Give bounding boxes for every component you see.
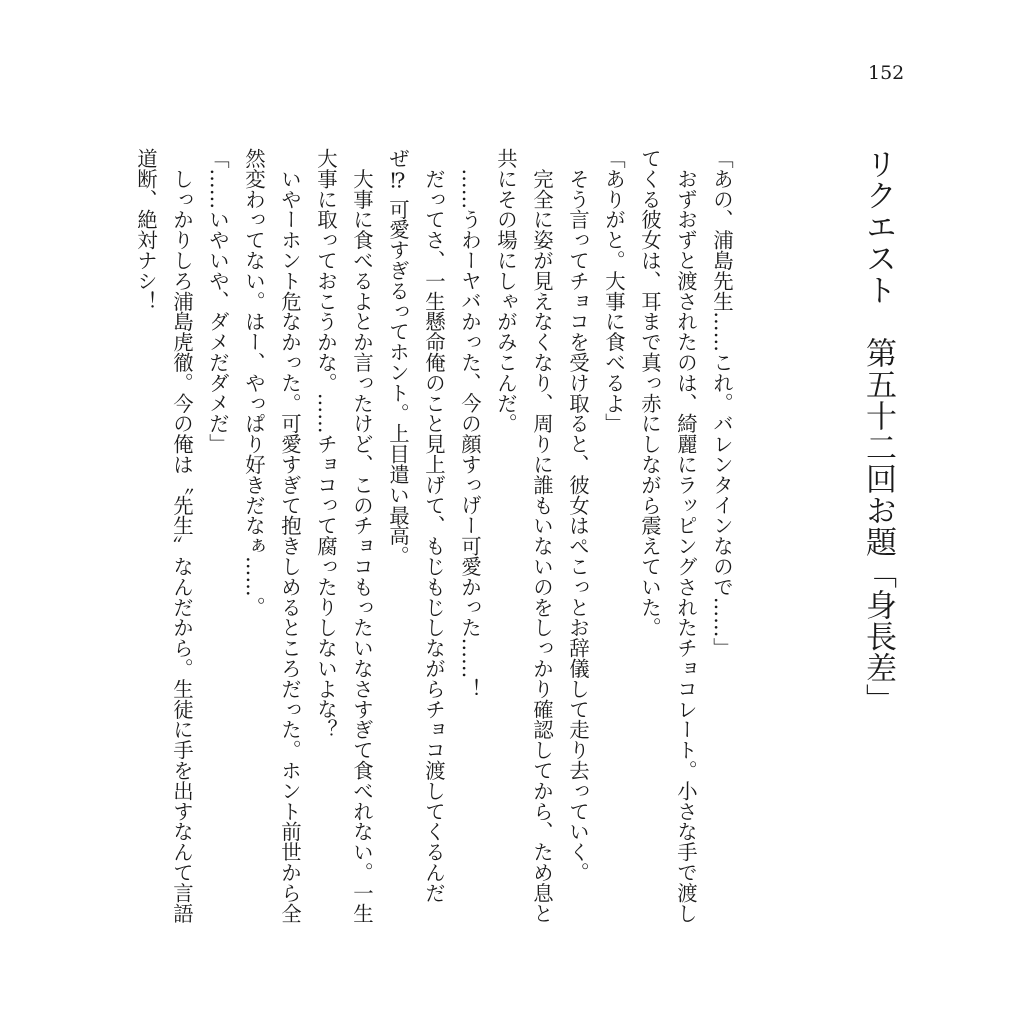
paragraph: そう言ってチョコを受け取ると、彼女はぺこっとお辞儀して走り去っていく。 [566, 148, 590, 883]
paragraph: 「あの、浦島先生……これ。バレンタインなので……」 [710, 148, 734, 658]
paragraph: しっかりしろ浦島虎徹。今の俺は〝先生〟なんだから。生徒に手を出すなんて言語道断、絶対ナシ！ [134, 148, 194, 924]
paragraph: おずおずと渡されたのは、綺麗にラッピングされたチョコレート。小さな手で渡してくる彼女は、耳まで真っ赤にしながら震えていた。 [638, 148, 698, 924]
page-number: 152 [868, 62, 905, 84]
paragraph: 完全に姿が見えなくなり、周りに誰もいないのをしっかり確認してから、ため息と共にその場にしゃがみこんだ。 [494, 148, 554, 924]
paragraph: 「……いやいや、ダメだダメだ」 [206, 148, 230, 454]
paragraph: いやーホント危なかった。可愛すぎて抱きしめるところだった。ホント前世から全然変わってない。はー、やっぱり好きだなぁ……。 [242, 148, 302, 924]
paragraph: 大事に食べるよとか言ったけど、このチョコもったいなさすぎて食べれない。一生大事に取っておこうかな。……チョコって腐ったりしないよな？ [314, 148, 374, 924]
body-text [134, 148, 740, 928]
paragraph: 「ありがと。大事に食べるよ」 [602, 148, 626, 434]
paragraph: だってさ、一生懸命俺のこと見上げて、もじもじしながらチョコ渡してくるんだぜ⁉ 可愛すぎるってホント。上目遣い最高。 [386, 148, 446, 903]
paragraph: ……うわーヤバかった、今の顔すっげー可愛かった……！ [458, 148, 482, 699]
chapter-title: リクエスト 第五十二回お題「身長差」 [860, 148, 896, 715]
